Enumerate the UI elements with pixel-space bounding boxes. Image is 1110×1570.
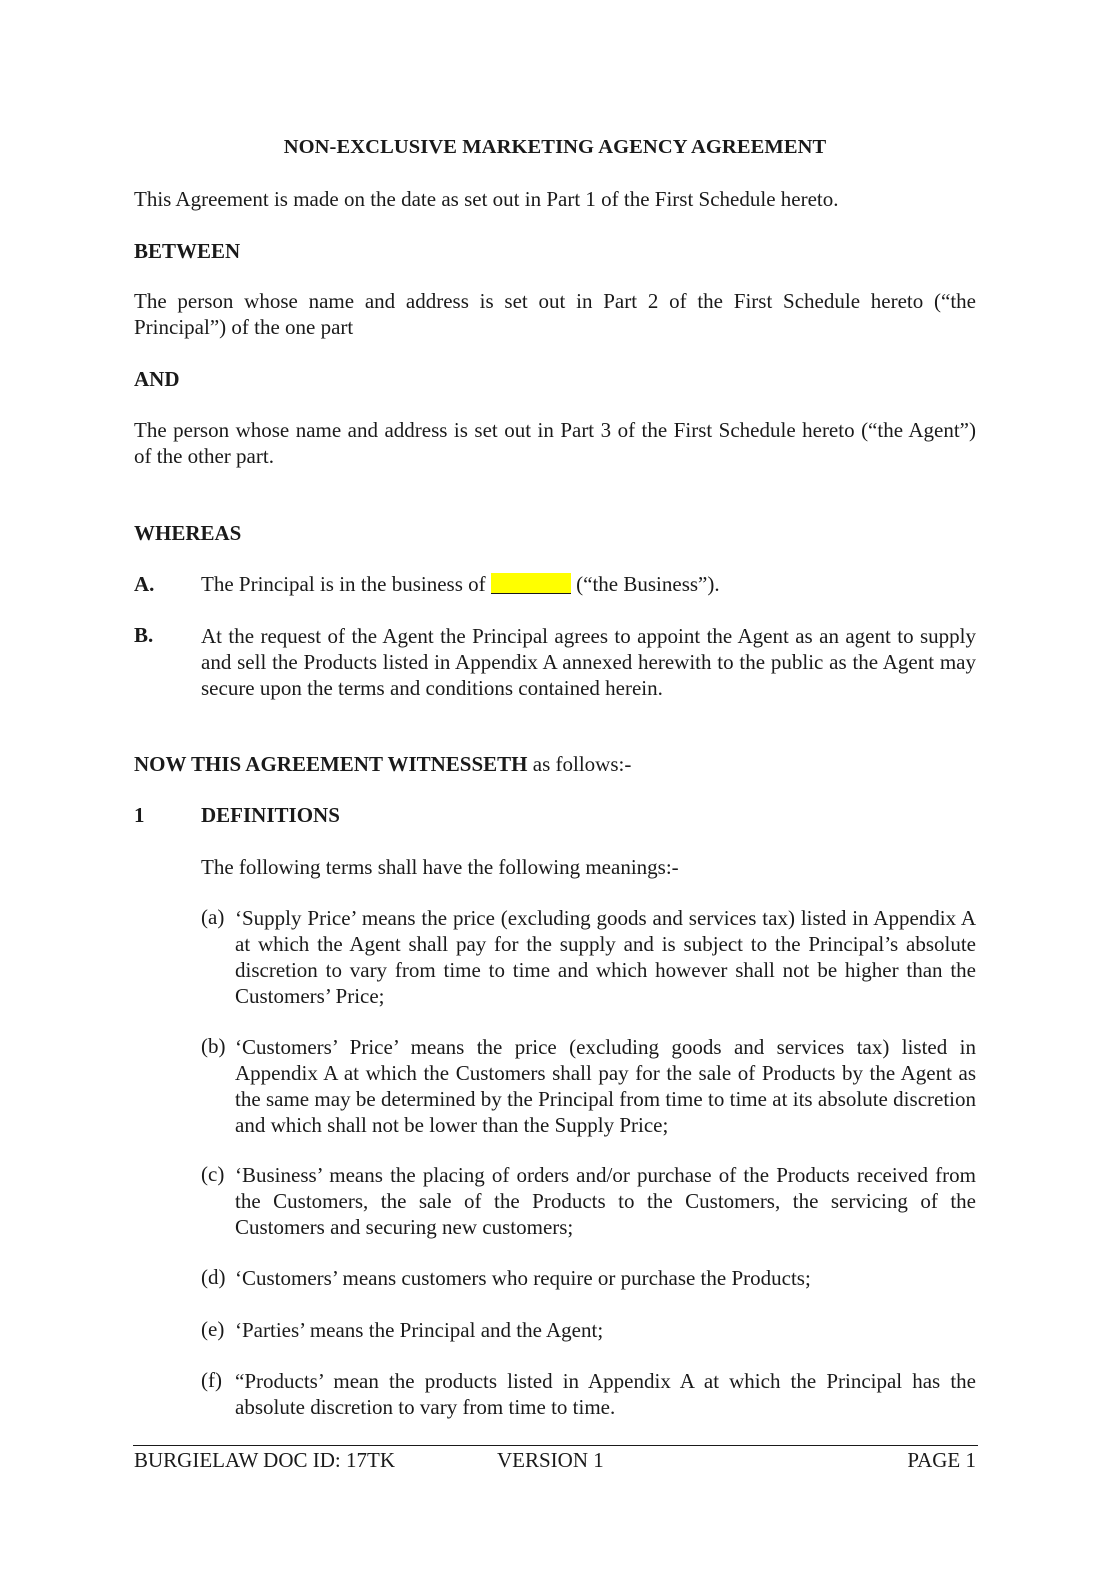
document-title: NON-EXCLUSIVE MARKETING AGENCY AGREEMENT [283, 136, 827, 158]
recital-b: At the request of the Agent the Principal agrees to appoint the Agent as an agent to supply and sell the Products listed in Appendix A annexed herewith to the public as the Agent may secure upon the terms and conditions contained herein. [201, 624, 976, 700]
definition-item-b: ‘Customers’ Price’ means the price (excluding goods and services tax) listed in Appendix A at which the Customers shall pay for the sale of Products by the Agent as the same may be determined by the Principal from time to time at its absolute discretion and which shall not be lower than the Supply Price; [235, 1035, 976, 1137]
intro-paragraph: This Agreement is made on the date as set out in Part 1 of the First Schedule hereto. [134, 187, 839, 211]
recital-label-b: B. [134, 623, 154, 647]
footer-divider [133, 1445, 978, 1446]
recital-a [201, 572, 976, 597]
and-heading: AND [134, 367, 180, 391]
definitions-lead: The following terms shall have the following meanings:- [201, 855, 679, 879]
definition-label-a: (a) [201, 905, 225, 929]
witnesseth-bold: NOW THIS AGREEMENT WITNESSETH [134, 752, 528, 776]
section-heading: DEFINITIONS [201, 803, 340, 827]
definition-label-b: (b) [201, 1034, 226, 1058]
section-number: 1 [134, 803, 145, 827]
recital-label-a: A. [134, 572, 155, 596]
definition-item-a: ‘Supply Price’ means the price (excluding goods and services tax) listed in Appendix A at which the Agent shall pay for the supply and is subject to the Principal’s absolute discretion to vary from time to time and which however shall not be higher than the Customers’ Price; [235, 906, 976, 1008]
definition-item-d: ‘Customers’ means customers who require or purchase the Products; [235, 1266, 811, 1290]
definition-item-c: ‘Business’ means the placing of orders and/or purchase of the Products received from the Customers, the sale of the Products to the Customers, the servicing of the Customers and securing new customers; [235, 1163, 976, 1239]
whereas-heading: WHEREAS [134, 521, 242, 545]
footer-page-number: PAGE 1 [907, 1448, 976, 1472]
witnesseth-rest: as follows:- [527, 752, 632, 776]
definition-label-c: (c) [201, 1162, 225, 1186]
party-agent-paragraph: The person whose name and address is set out in Part 3 of the First Schedule hereto (“the Agent”) of the other part. [134, 418, 976, 468]
footer-version: VERSION 1 [497, 1448, 604, 1472]
between-heading: BETWEEN [134, 239, 241, 263]
definition-item-e: ‘Parties’ means the Principal and the Agent; [235, 1318, 604, 1342]
recital-a-text-after: (“the Business”). [570, 572, 720, 596]
party-principal-paragraph: The person whose name and address is set out in Part 2 of the First Schedule hereto (“the Principal”) of the one part [134, 289, 976, 339]
business-blank-field[interactable] [491, 573, 571, 594]
definition-label-d: (d) [201, 1265, 226, 1289]
definition-item-f: “Products’ mean the products listed in Appendix A at which the Principal has the absolute discretion to vary from time to time. [235, 1369, 976, 1419]
definition-label-e: (e) [201, 1317, 225, 1341]
footer-doc-id: BURGIELAW DOC ID: 17TK [134, 1448, 395, 1472]
definition-label-f: (f) [201, 1368, 222, 1392]
recital-a-text-before: The Principal is in the business of [201, 572, 491, 596]
witnesseth-line [134, 752, 979, 777]
